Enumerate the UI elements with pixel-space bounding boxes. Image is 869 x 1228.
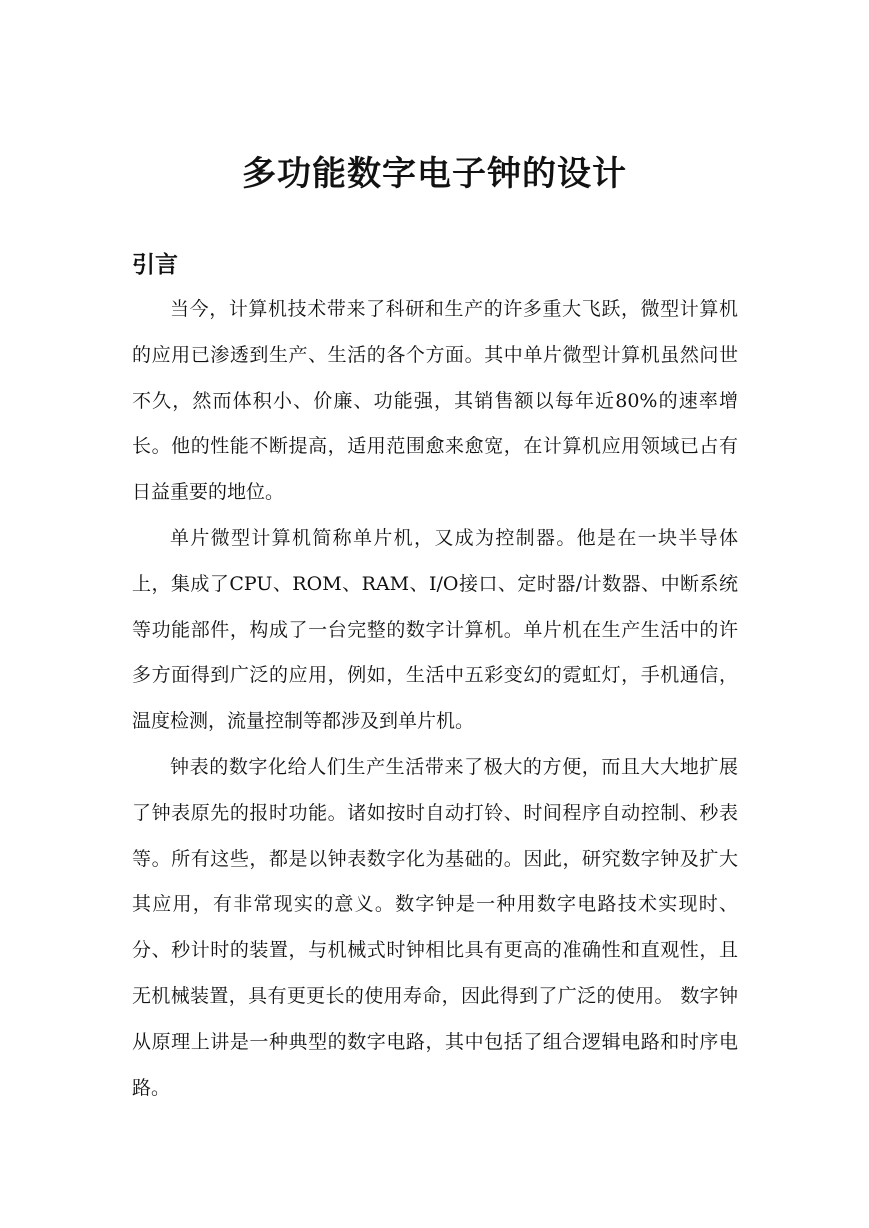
paragraph-computer-technology: 当今，计算机技术带来了科研和生产的许多重大飞跃，微型计算机的应用已渗透到生产、生活的各个方面。其中单片微型计算机虽然问世不久，然而体积小、价廉、功能强，其销售额以每年近80%的速率增长。他的性能不断提高，适用范围愈来愈宽，在计算机应用领域已占有日益重要的地位。 bbox=[132, 298, 738, 504]
paragraph-microcontroller: 单片微型计算机简称单片机，又成为控制器。他是在一块半导体上，集成了CPU、ROM、RAM、I/O接口、定时器/计数器、中断系统等功能部件，构成了一台完整的数字计算机。单片机在生产生活中的许多方面得到广泛的应用，例如，生活中五彩变幻的霓虹灯，手机通信，温度检测，流量控制等都涉及到单片机。 bbox=[132, 526, 738, 733]
paragraph-digital-clock: 钟表的数字化给人们生产生活带来了极大的方便，而且大大地扩展了钟表原先的报时功能。诸如按时自动打铃、时间程序自动控制、秒表等。所有这些，都是以钟表数字化为基础的。因此，研究数字钟及扩大其应用，有非常现实的意义。数字钟是一种用数字电路技术实现时、分、秒计时的装置，与机械式时钟相比具有更高的准确性和直观性，且无机械装置，具有更更长的使用寿命，因此得到了广泛的使用。 数字钟从原理上讲是一种典型的数字电路，其中包括了组合逻辑电路和时序电路。 bbox=[132, 755, 738, 1099]
document-body bbox=[132, 287, 738, 1111]
document-title: 多功能数字电子钟的设计 bbox=[242, 154, 627, 194]
section-heading-introduction: 引言 bbox=[132, 251, 178, 278]
